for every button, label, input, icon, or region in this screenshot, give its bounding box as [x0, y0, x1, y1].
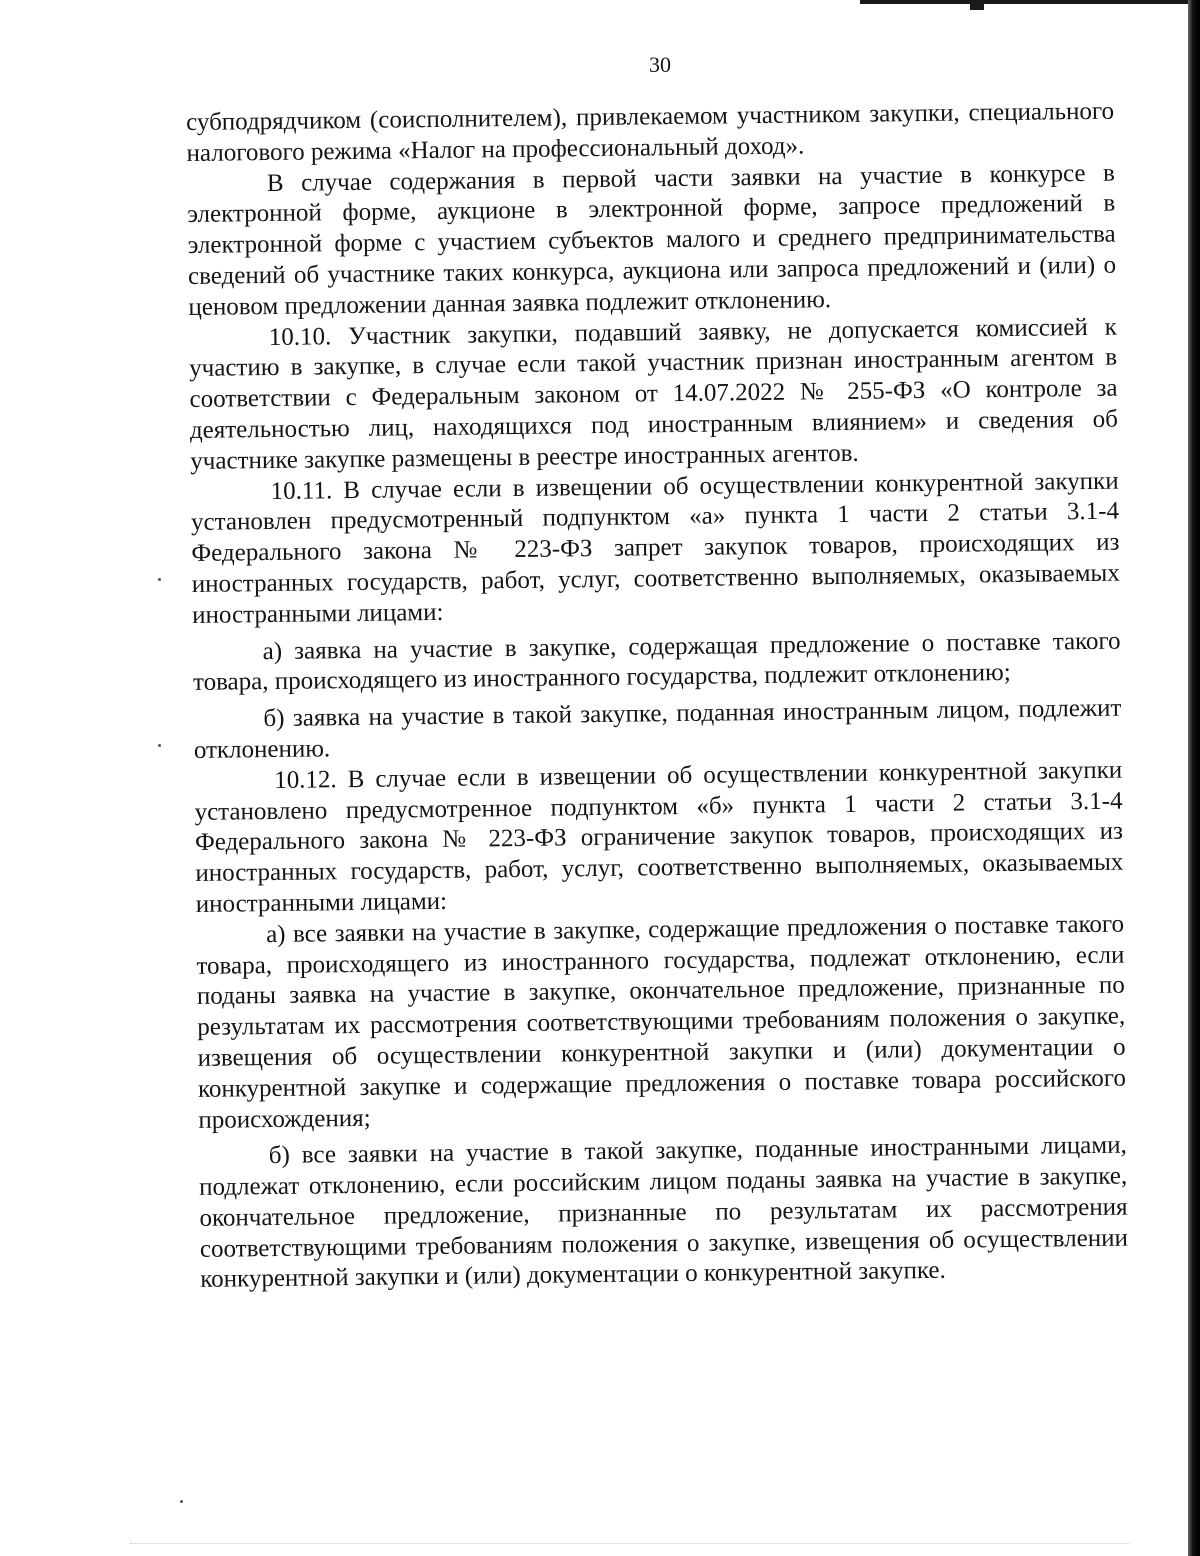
- paragraph-10-12-a: а) все заявки на участие в закупке, содержащие предложения о поставке такого товара, происходящего из иностранного государства, подлежат отклонению, если поданы заявка на участие в закупке, окончательное предложение, признанные по результатам их рассмотрения соответствующими требованиям положения о закупке, извещения об осуществлении конкурентной закупки и (или) документации о конкурентной закупке и содержащие предложения о поставке товара российского происхождения;: [196, 910, 1127, 1134]
- scan-speck: [158, 744, 161, 747]
- paragraph-10-11-a: а) заявка на участие в закупке, содержащая предложение о поставке такого товара, происходящего из иностранного государства, подлежит отклонению;: [192, 627, 1121, 697]
- scan-speck: [180, 1500, 183, 1503]
- paragraph-10-11-b: б) заявка на участие в такой закупке, поданная иностранным лицом, подлежит отклонению.: [193, 694, 1122, 764]
- page-number: 30: [649, 52, 671, 77]
- scan-speck: [158, 578, 161, 581]
- paragraph-10-10: 10.10. Участник закупки, подавший заявку, не допускается комиссией к участию в закупке, в случае если такой участник признан иностранным агентом в соответствии с Федеральным законом от 14.07.2022 № 255-ФЗ «О контроле за деятельностью лиц, находящихся под иностранным влиянием» и сведения об участнике закупке размещены в реестре иностранных агентов.: [189, 313, 1119, 475]
- document-body: [186, 97, 1128, 1297]
- paragraph-10-12: 10.12. В случае если в извещении об осуществлении конкурентной закупки установлено предусмотренное подпунктом «б» пункта 1 части 2 статьи 3.1-4 Федерального закона № 223-ФЗ ограничение закупок товаров, происходящих из иностранных государств, работ, услуг, соответственно выполняемых, оказываемых иностранными лицами:: [194, 756, 1124, 918]
- paragraph-10-12-b: б) все заявки на участие в такой закупке, поданные иностранными лицами, подлежат отклонению, если российским лицом поданы заявка на участие в закупке, окончательное предложение, признанные по результатам их рассмотрения соответствующими требованиям положения о закупке, извещения об осуществлении конкурентной закупки и (или) документации о конкурентной закупке.: [199, 1131, 1129, 1294]
- scan-edge-notch: [970, 0, 984, 10]
- paragraph-first-part-rejection: В случае содержания в первой части заявки на участие в конкурсе в электронной форме, аукционе в электронной форме, запросе предложений в электронной форме с участием субъектов малого и среднего предпринимательства сведений об участнике таких конкурса, аукциона или запроса предложений и (или) о ценовом предложении данная заявка подлежит отклонению.: [187, 159, 1117, 321]
- scan-edge-right: [1188, 0, 1200, 1556]
- scan-bottom-specks: [130, 1543, 1130, 1546]
- paragraph-continuation: субподрядчиком (соисполнителем), привлекаемом участником закупки, специального налогового режима «Налог на профессиональный доход».: [186, 97, 1115, 167]
- scan-edge-top: [860, 0, 1200, 4]
- paragraph-10-11: 10.11. В случае если в извещении об осуществлении конкурентной закупки установлен предусмотренный подпунктом «а» пункта 1 части 2 статьи 3.1-4 Федерального закона № 223-ФЗ запрет закупок товаров, происходящих из иностранных государств, работ, услуг, соответственно выполняемых, оказываемых иностранными лицами:: [190, 467, 1120, 629]
